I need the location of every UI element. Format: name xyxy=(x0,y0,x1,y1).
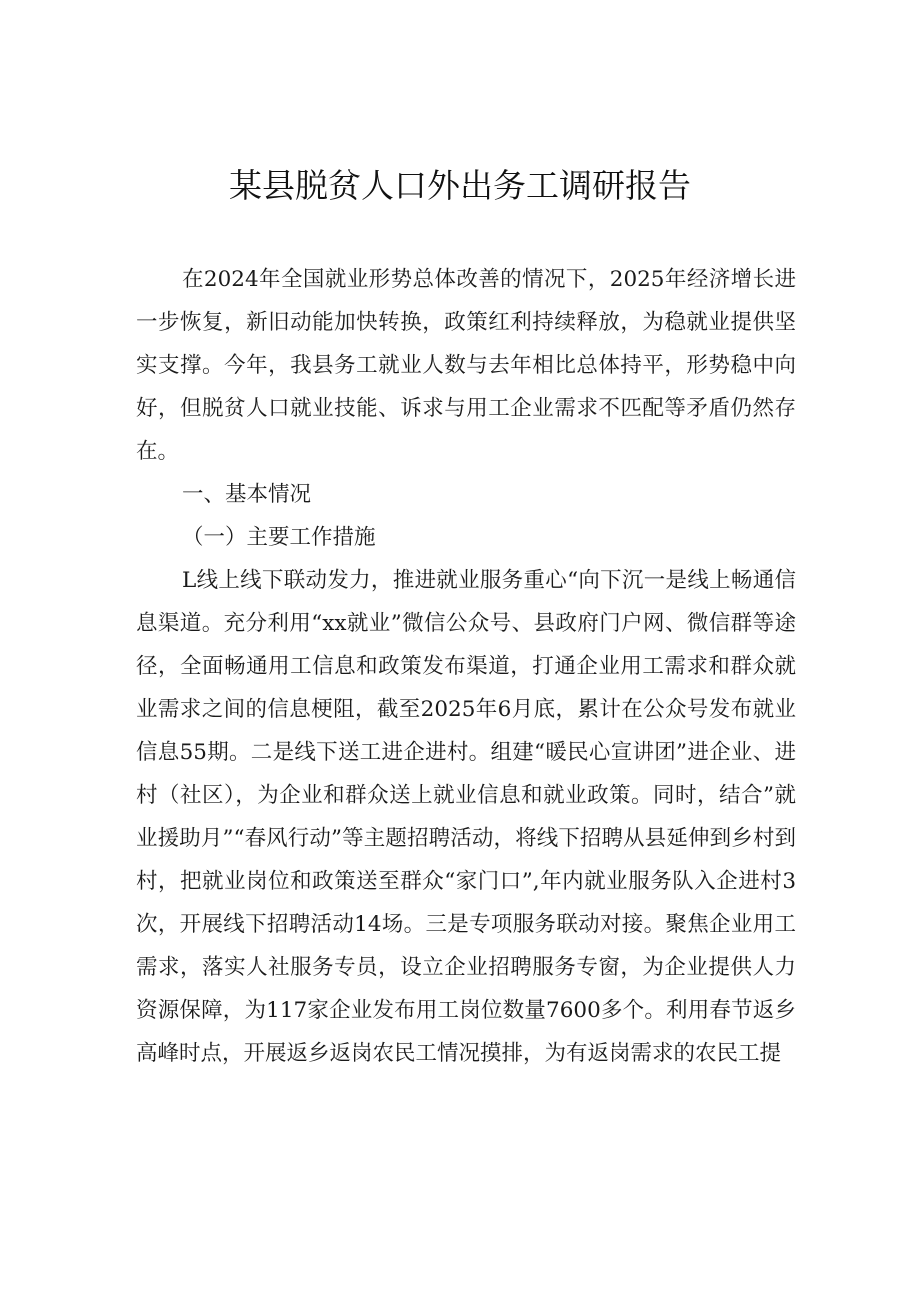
measures-paragraph: L线上线下联动发力，推进就业服务重心“向下沉一是线上畅通信息渠道。充分利用“xx就业”微信公众号、县政府门户网、微信群等途径，全面畅通用工信息和政策发布渠道，打通企业用工需求和群众就业需求之间的信息梗阻，截至2025年6月底，累计在公众号发布就业信息55期。二是线下送工进企进村。组建“暖民心宣讲团”进企业、进村（社区），为企业和群众送上就业信息和就业政策。同时，结合”就业援助月”“春风行动”等主题招聘活动，将线下招聘从县延伸到乡村到村，把就业岗位和政策送至群众“家门口”,年内就业服务队入企进村3次，开展线下招聘活动14场。三是专项服务联动对接。聚焦企业用工需求，落实人社服务专员，设立企业招聘服务专窗，为企业提供人力资源保障，为117家企业发布用工岗位数量7600多个。利用春节返乡高峰时点，开展返乡返岗农民工情况摸排，为有返岗需求的农民工提 xyxy=(136,568,796,1066)
section-heading: 一、基本情况 xyxy=(182,482,312,507)
intro-paragraph: 在2024年全国就业形势总体改善的情况下，2025年经济增长进一步恢复，新旧动能加快转换，政策红利持续释放，为稳就业提供坚实支撑。今年，我县务工就业人数与去年相比总体持平，形势稳中向好，但脱贫人口就业技能、诉求与用工企业需求不匹配等矛盾仍然存在。 xyxy=(136,267,796,464)
document-title: 某县脱贫人口外出务工调研报告 xyxy=(229,166,691,205)
subsection-heading: （一）主要工作措施 xyxy=(182,525,376,550)
